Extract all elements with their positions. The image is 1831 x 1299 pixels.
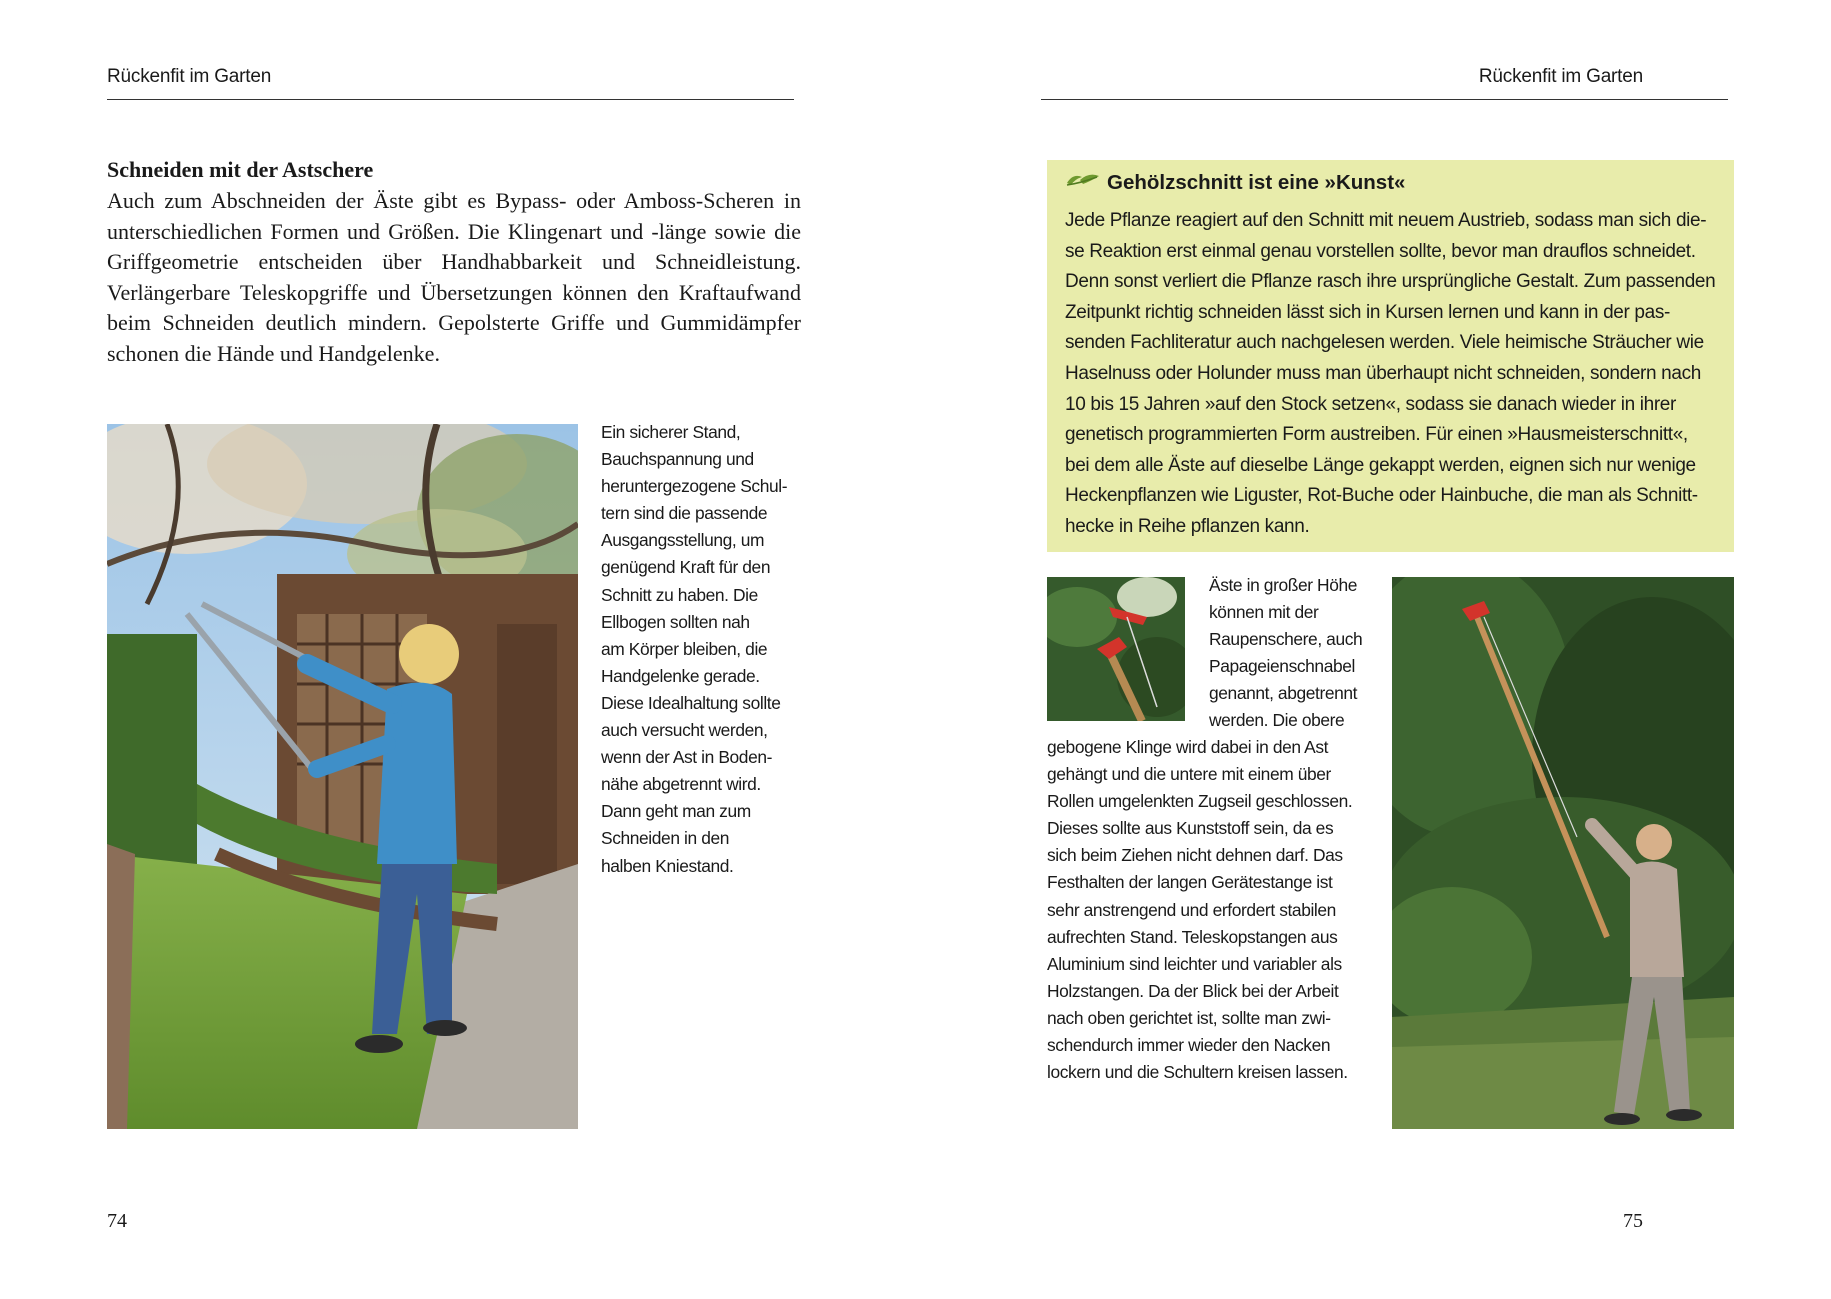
caption-line: werden. Die obere	[1209, 710, 1345, 731]
page-number-right: 75	[1623, 1210, 1643, 1232]
box-line: Haselnuss oder Holunder muss man überhaupt nicht schneiden, sondern nach	[1065, 362, 1701, 384]
caption-wide	[1047, 734, 1377, 1086]
caption-line: tern sind die passende	[601, 503, 768, 524]
caption-line: gehängt und die untere mit einem über	[1047, 764, 1331, 785]
caption-line: genügend Kraft für den	[601, 557, 771, 578]
left-page	[0, 0, 915, 1299]
caption-line: Dieses sollte aus Kunststoff sein, da es	[1047, 818, 1334, 839]
header-rule-right	[1041, 99, 1728, 100]
caption-line: Schnitt zu haben. Die	[601, 584, 758, 605]
caption-line: heruntergezogene Schul-	[601, 476, 788, 497]
box-line: bei dem alle Äste auf dieselbe Länge gekappt werden, eignen sich nur wenige	[1065, 454, 1696, 476]
box-line: Denn sonst verliert die Pflanze rasch ihre ursprüngliche Gestalt. Zum passenden	[1065, 271, 1716, 293]
running-head-left: Rückenfit im Garten	[107, 66, 272, 87]
caption-line: Dann geht man zum	[601, 801, 751, 822]
section-heading: Schneiden mit der Astschere	[107, 157, 374, 182]
caption-line: wenn der Ast in Boden-	[601, 747, 773, 768]
caption-line: Ellbogen sollten nah	[601, 611, 750, 632]
caption-line: gebogene Klinge wird dabei in den Ast	[1047, 737, 1329, 757]
info-box-title	[1065, 171, 1405, 195]
caption-line: Rollen umgelenkten Zugseil geschlossen.	[1047, 791, 1353, 812]
caption-line: Äste in großer Höhe	[1209, 575, 1358, 595]
header-rule-left	[107, 99, 794, 100]
caption-line: Ein sicherer Stand,	[601, 422, 741, 442]
caption-line: Handgelenke gerade.	[601, 665, 760, 686]
caption-line: Papageienschnabel	[1209, 656, 1355, 677]
running-head-right: Rückenfit im Garten	[1478, 66, 1643, 87]
caption-line: Aluminium sind leichter und variabler als	[1047, 953, 1342, 974]
box-line: hecke in Reihe pflanzen kann.	[1065, 515, 1310, 537]
caption-line: Bauchspannung und	[601, 449, 754, 470]
info-box	[1047, 160, 1734, 552]
caption-line: aufrechten Stand. Teleskopstangen aus	[1047, 926, 1338, 947]
caption-line: auch versucht werden,	[601, 720, 768, 741]
caption-line: sich beim Ziehen nicht dehnen darf. Das	[1047, 845, 1343, 866]
caption-line: können mit der	[1209, 602, 1319, 623]
box-line: Zeitpunkt richtig schneiden lässt sich in Kursen lernen und kann in der pas-	[1065, 301, 1670, 323]
box-line: genetisch programmierten Form austreiben. Für einen »Hausmeisterschnitt«,	[1065, 424, 1688, 446]
photo-woman-pole-pruner	[1392, 577, 1734, 1129]
caption-line: Holzstangen. Da der Blick bei der Arbeit	[1047, 980, 1339, 1001]
caption-line: nach oben gerichtet ist, sollte man zwi-	[1047, 1007, 1331, 1028]
leaf-icon	[1065, 171, 1101, 195]
caption-line: Diese Idealhaltung sollte	[601, 692, 781, 713]
caption-line: lockern und die Schultern kreisen lassen.	[1047, 1062, 1348, 1083]
caption-line: genannt, abgetrennt	[1209, 683, 1358, 704]
caption-line: halben Kniestand.	[601, 855, 734, 876]
photo-woman-loppers	[107, 424, 578, 1129]
photo-caption-left	[601, 419, 801, 880]
right-page	[915, 0, 1831, 1299]
caption-line: sehr anstrengend und erfordert stabilen	[1047, 899, 1336, 920]
caption-line: Ausgangsstellung, um	[601, 530, 765, 551]
page-number-left: 74	[107, 1210, 127, 1232]
box-line: se Reaktion erst einmal genau vorstellen sollte, bevor man drauflos schneidet.	[1065, 240, 1696, 262]
box-line: Jede Pflanze reagiert auf den Schnitt mit neuem Austrieb, sodass man sich die-	[1065, 210, 1707, 231]
caption-line: am Körper bleiben, die	[601, 638, 768, 659]
box-line: 10 bis 15 Jahren »auf den Stock setzen«, sodass sie danach wieder in ihrer	[1065, 393, 1676, 415]
caption-line: Schneiden in den	[601, 828, 730, 849]
caption-line: Festhalten der langen Gerätestange ist	[1047, 872, 1333, 893]
box-line: senden Fachliteratur auch nachgelesen werden. Viele heimische Sträucher wie	[1065, 332, 1704, 354]
info-box-title-text: Gehölzschnitt ist eine »Kunst«	[1107, 171, 1406, 194]
caption-line: nähe abgetrennt wird.	[601, 774, 761, 795]
body-paragraph: Auch zum Abschneiden der Äste gibt es Bypass- oder Amboss-Scheren in unterschiedlichen Formen und Größen. Die Klingenart und -länge sowie die Griffgeometrie entscheiden über Handhabbarkeit und Schneidleistung. Verlängerbare Teleskopgriffe und Übersetzungen können den Kraftaufwand beim Schneiden deutlich mindern. Gepolsterte Griffe und Gummidämpfer schonen die Hände und Handgelenke.	[107, 188, 801, 366]
caption-line: Raupenschere, auch	[1209, 629, 1363, 650]
photo-pruner-closeup	[1047, 577, 1185, 721]
info-box-text	[1065, 206, 1721, 543]
caption-line: schendurch immer wieder den Nacken	[1047, 1035, 1331, 1056]
caption-narrow	[1209, 572, 1379, 735]
box-line: Heckenpflanzen wie Liguster, Rot-Buche oder Hainbuche, die man als Schnitt-	[1065, 485, 1698, 507]
